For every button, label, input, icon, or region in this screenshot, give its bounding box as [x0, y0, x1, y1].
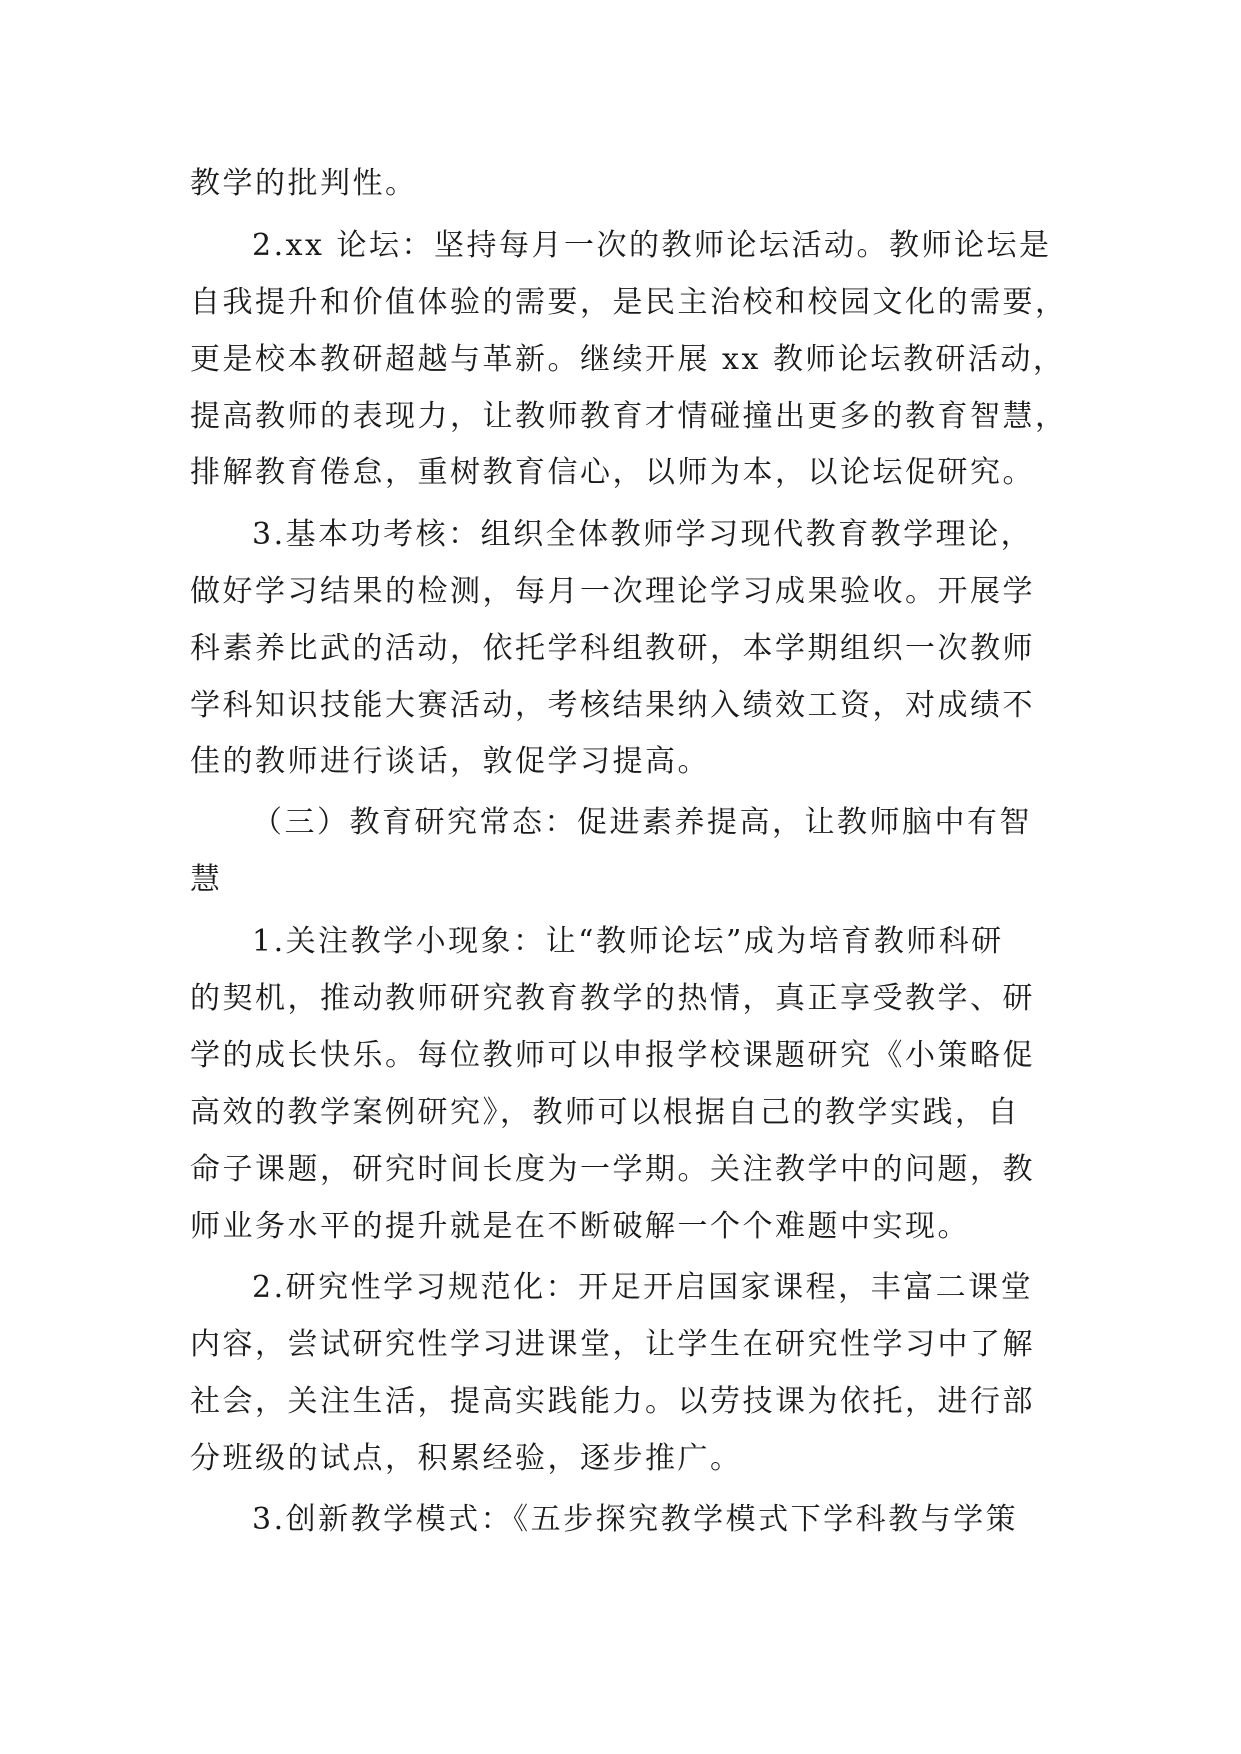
text-line: 自我提升和价值体验的需要，是民主治校和校园文化的需要， — [190, 285, 1068, 320]
text-line: 2.研究性学习规范化：开足开启国家课程，丰富二课堂 — [252, 1270, 1034, 1305]
text-line: 3.创新教学模式：《五步探究教学模式下学科教与学策 — [252, 1502, 1019, 1537]
text-line: 排解教育倦怠，重树教育信心，以师为本，以论坛促研究。 — [190, 455, 1035, 490]
text-line: 命子课题，研究时间长度为一学期。关注教学中的问题，教 — [190, 1152, 1035, 1187]
text-line: 学科知识技能大赛活动，考核结果纳入绩效工资，对成绩不 — [190, 688, 1035, 723]
section-heading: （三）教育研究常态：促进素养提高，让教师脑中有智 — [252, 805, 1032, 840]
text-line: 1.关注教学小现象：让“教师论坛”成为培育教师科研 — [252, 924, 1004, 959]
text-line: 做好学习结果的检测，每月一次理论学习成果验收。开展学 — [190, 574, 1035, 609]
text-line: 提高教师的表现力，让教师教育才情碰撞出更多的教育智慧， — [190, 399, 1068, 434]
text-line: 教学的批判性。 — [190, 166, 418, 201]
text-line: 3.基本功考核：组织全体教师学习现代教育教学理论， — [252, 517, 1034, 552]
text-line: 佳的教师进行谈话，敦促学习提高。 — [190, 744, 710, 779]
text-line: 科素养比武的活动，依托学科组教研，本学期组织一次教师 — [190, 631, 1035, 666]
text-line: 2.xx 论坛：坚持每月一次的教师论坛活动。教师论坛是 — [252, 228, 1052, 263]
text-line: 分班级的试点，积累经验，逐步推广。 — [190, 1441, 743, 1476]
text-line: 社会，关注生活，提高实践能力。以劳技课为依托，进行部 — [190, 1384, 1035, 1419]
text-line: 学的成长快乐。每位教师可以申报学校课题研究《小策略促 — [190, 1038, 1035, 1073]
section-heading: 慧 — [190, 862, 223, 897]
text-line: 内容，尝试研究性学习进课堂，让学生在研究性学习中了解 — [190, 1327, 1035, 1362]
text-line: 师业务水平的提升就是在不断破解一个个难题中实现。 — [190, 1209, 970, 1244]
text-line: 的契机，推动教师研究教育教学的热情，真正享受教学、研 — [190, 981, 1035, 1016]
text-line: 更是校本教研超越与革新。继续开展 xx 教师论坛教研活动， — [190, 342, 1066, 377]
text-line: 高效的教学案例研究》，教师可以根据自己的教学实践，自 — [190, 1095, 1020, 1130]
